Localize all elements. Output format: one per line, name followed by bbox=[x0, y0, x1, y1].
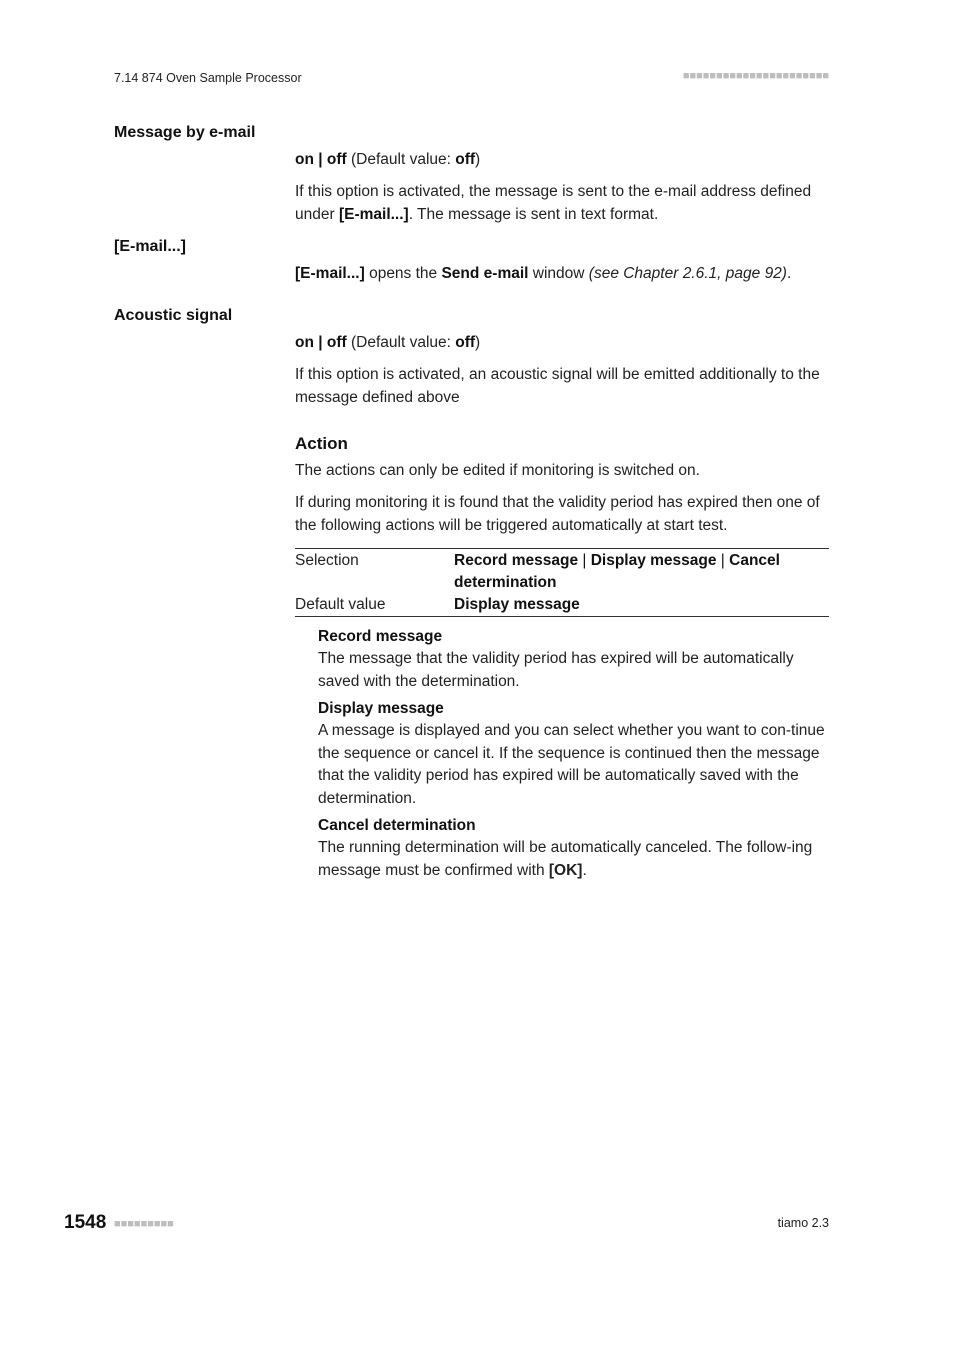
desc-text: window bbox=[528, 265, 589, 282]
section-title-message-by-email: Message by e-mail bbox=[114, 124, 256, 141]
section-title-email-button: [E-mail...] bbox=[114, 238, 187, 255]
action-description-2: If during monitoring it is found that the validity period has expired then one of the following actions will be triggered automatically at start test. bbox=[295, 494, 820, 534]
action-parameter-table bbox=[295, 548, 829, 617]
message-email-description bbox=[295, 181, 831, 226]
default-suffix: ) bbox=[475, 334, 481, 351]
desc-text: opens the bbox=[364, 265, 442, 282]
section-title-acoustic-signal: Acoustic signal bbox=[114, 307, 233, 324]
value-on: on bbox=[295, 334, 314, 351]
option-record-message bbox=[318, 626, 830, 693]
option-title: Record message bbox=[318, 628, 443, 645]
option-title: Display message bbox=[318, 700, 444, 717]
send-email-window-ref: Send e-mail bbox=[441, 265, 529, 282]
default-label: Default value bbox=[295, 596, 386, 613]
default-prefix: (Default value: bbox=[346, 334, 456, 351]
option-cancel-determination bbox=[318, 815, 830, 882]
selection-values bbox=[454, 550, 829, 594]
acoustic-values bbox=[295, 332, 831, 355]
value-separator: | bbox=[313, 334, 327, 351]
default-value: Display message bbox=[454, 596, 580, 613]
chapter-cross-reference[interactable]: (see Chapter 2.6.1, page 92) bbox=[588, 265, 787, 282]
page-number: 1548 bbox=[64, 1212, 107, 1233]
acoustic-description: If this option is activated, an acoustic signal will be emitted additionally to the message defined above bbox=[295, 366, 820, 406]
desc-text: . bbox=[786, 265, 792, 282]
value-off: off bbox=[326, 334, 347, 351]
desc-text: . bbox=[582, 861, 587, 879]
default-prefix: (Default value: bbox=[346, 151, 456, 168]
table-row-selection bbox=[295, 549, 829, 594]
table-row-default bbox=[295, 594, 829, 616]
value-on: on bbox=[295, 151, 314, 168]
subsection-title-action: Action bbox=[295, 434, 348, 453]
selection-label: Selection bbox=[295, 552, 359, 569]
ok-button-ref: [OK] bbox=[548, 861, 583, 879]
option-description: A message is displayed and you can select whether you want to con-tinue the sequence or cancel it. If the sequence is continued then the message that the validity period has expired will be automatically saved with the determination. bbox=[318, 722, 825, 807]
selection-record-message: Record message bbox=[454, 552, 579, 569]
action-description-1: The actions can only be edited if monitoring is switched on. bbox=[295, 462, 700, 479]
desc-text: If this option is activated, the message is sent to the e-mail address defined under bbox=[295, 183, 812, 223]
selection-cancel-determination: Cancel determination bbox=[454, 552, 780, 591]
selection-display-message: Display message bbox=[590, 552, 717, 569]
message-email-values bbox=[295, 149, 831, 172]
footer-dot-rule: ■■■■■■■■■ bbox=[114, 1218, 174, 1230]
option-display-message bbox=[318, 698, 830, 810]
option-title: Cancel determination bbox=[318, 817, 476, 834]
default-value: off bbox=[455, 334, 476, 351]
default-value: off bbox=[455, 151, 476, 168]
running-header-chapter: 7.14 874 Oven Sample Processor bbox=[114, 71, 302, 85]
value-off: off bbox=[326, 151, 347, 168]
footer-product-name: tiamo 2.3 bbox=[777, 1216, 829, 1230]
selection-separator: | bbox=[716, 552, 730, 569]
email-button-description bbox=[295, 263, 831, 286]
value-separator: | bbox=[313, 151, 327, 168]
header-dot-rule: ■■■■■■■■■■■■■■■■■■■■■■ bbox=[682, 70, 829, 82]
email-button-ref: [E-mail...] bbox=[295, 265, 365, 282]
desc-email-button-ref: [E-mail...] bbox=[338, 205, 409, 223]
option-description bbox=[318, 837, 830, 882]
default-suffix: ) bbox=[475, 151, 481, 168]
selection-separator: | bbox=[578, 552, 591, 569]
desc-text: . The message is sent in text format. bbox=[408, 205, 659, 223]
desc-text: The running determination will be automatically canceled. The follow-ing message must be confirmed with bbox=[318, 839, 813, 879]
option-description: The message that the validity period has expired will be automatically saved with the determination. bbox=[318, 650, 794, 690]
